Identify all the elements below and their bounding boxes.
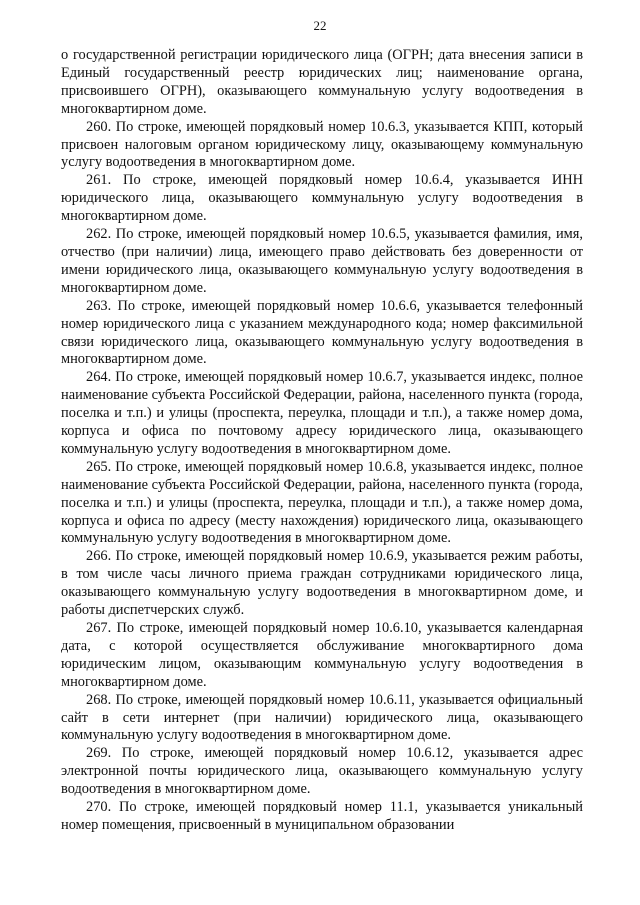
paragraph-268: 268. По строке, имеющей порядковый номер 10.6.11, указывается официальный сайт в сети интернет (при наличии) юридического лица, оказывающего коммунальную услугу водоотведения в многоквартирном доме.: [61, 691, 583, 744]
paragraph-265: 265. По строке, имеющей порядковый номер 10.6.8, указывается индекс, полное наименование субъекта Российской Федерации, района, населенного пункта (города, поселка и т.п.) и улицы (проспекта, переулка, площади и т.п.), а также номер дома, корпуса и офиса по адресу (месту нахождения) юридического лица, оказывающего коммунальную услугу водоотведения в многоквартирном доме.: [61, 458, 583, 547]
paragraph-263: 263. По строке, имеющей порядковый номер 10.6.6, указывается телефонный номер юридического лица с указанием международного кода; номер факсимильной связи юридического лица, оказывающего коммунальную услугу водоотведения в многоквартирном доме.: [61, 297, 583, 368]
paragraph-260: 260. По строке, имеющей порядковый номер 10.6.3, указывается КПП, который присвоен налоговым органом юридическому лицу, оказывающему коммунальную услугу водоотведения в многоквартирном доме.: [61, 118, 583, 171]
paragraph-266: 266. По строке, имеющей порядковый номер 10.6.9, указывается режим работы, в том числе часы личного приема граждан сотрудниками юридического лица, оказывающего коммунальную услугу водоотведения в многоквартирном доме, и работы диспетчерских служб.: [61, 548, 583, 619]
paragraph-269: 269. По строке, имеющей порядковый номер 10.6.12, указывается адрес электронной почты юридического лица, оказывающего коммунальную услугу водоотведения в многоквартирном доме.: [61, 745, 583, 798]
paragraph-264: 264. По строке, имеющей порядковый номер 10.6.7, указывается индекс, полное наименование субъекта Российской Федерации, района, населенного пункта (города, поселка и т.п.) и улицы (проспекта, переулка, площади и т.п.), а также номер дома, корпуса и офиса по почтовому адресу юридического лица, оказывающего коммунальную услугу водоотведения в многоквартирном доме.: [61, 369, 583, 457]
paragraph-261: 261. По строке, имеющей порядковый номер 10.6.4, указывается ИНН юридического лица, оказывающего коммунальную услугу водоотведения в многоквартирном доме.: [61, 172, 583, 225]
page-number: 22: [313, 18, 327, 33]
paragraph-continuation: о государственной регистрации юридического лица (ОГРН; дата внесения записи в Единый государственный реестр юридических лиц; наименование органа, присвоившего ОГРН), оказывающего коммунальную услугу водоотведения в многоквартирном доме.: [61, 47, 583, 117]
paragraph-267: 267. По строке, имеющей порядковый номер 10.6.10, указывается календарная дата, с которой осуществляется обслуживание многоквартирного дома юридическим лицом, оказывающим коммунальную услугу водоотведения в многоквартирном доме.: [61, 620, 583, 690]
paragraph-262: 262. По строке, имеющей порядковый номер 10.6.5, указывается фамилия, имя, отчество (при наличии) лица, имеющего право действовать без доверенности от имени юридического лица, оказывающего коммунальную услугу водоотведения в многоквартирном доме.: [61, 226, 583, 296]
document-body: [61, 47, 583, 835]
paragraph-270: 270. По строке, имеющей порядковый номер 11.1, указывается уникальный номер помещения, присвоенный в муниципальном образовании: [61, 799, 583, 833]
